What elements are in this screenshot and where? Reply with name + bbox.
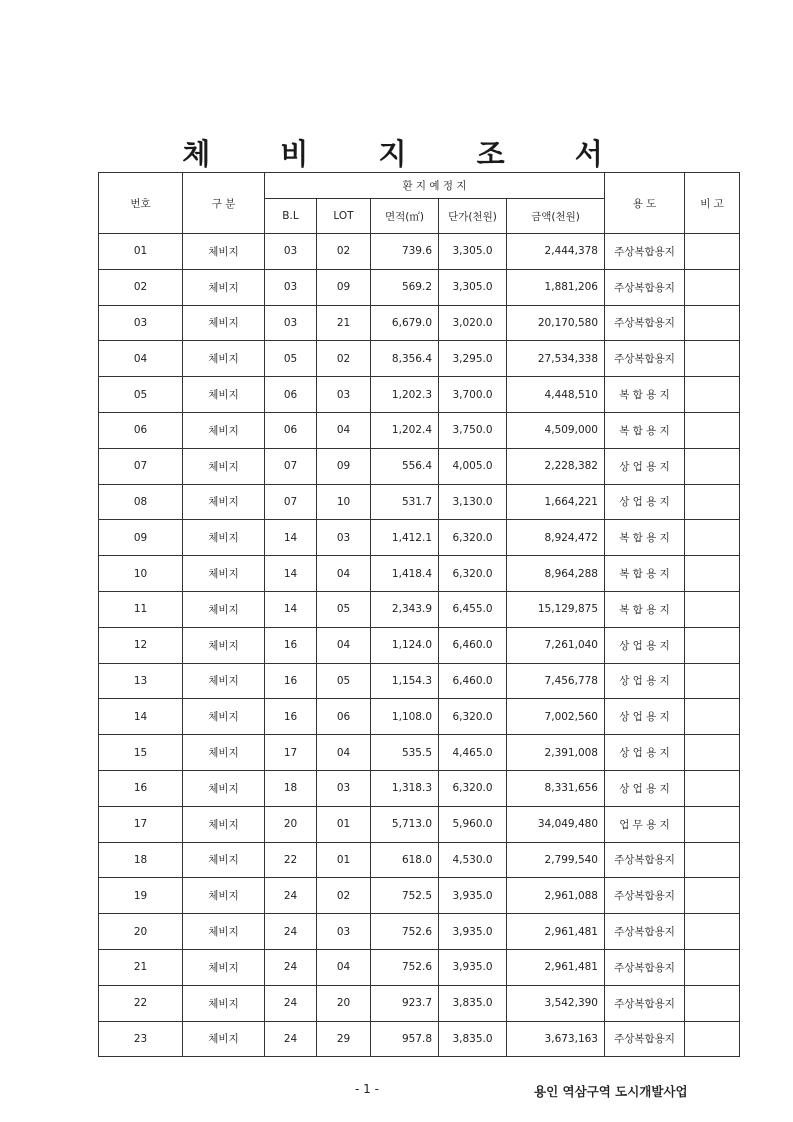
- cell-no: 17: [99, 806, 183, 842]
- cell-amount: 3,542,390: [507, 985, 605, 1021]
- table-row: [99, 770, 740, 806]
- cell-bl: 14: [265, 556, 317, 592]
- cell-amount: 7,002,560: [507, 699, 605, 735]
- cell-unit-price: 4,530.0: [439, 842, 507, 878]
- cell-remark: [685, 699, 740, 735]
- table-row: [99, 699, 740, 735]
- cell-lot: 01: [317, 806, 371, 842]
- cell-no: 13: [99, 663, 183, 699]
- cell-unit-price: 3,835.0: [439, 1021, 507, 1057]
- cell-no: 04: [99, 341, 183, 377]
- col-header-lot: LOT: [317, 199, 371, 234]
- cell-category: 체비지: [183, 806, 265, 842]
- cell-bl: 24: [265, 949, 317, 985]
- cell-amount: 2,961,088: [507, 878, 605, 914]
- cell-amount: 2,228,382: [507, 448, 605, 484]
- table-row: [99, 448, 740, 484]
- cell-amount: 7,261,040: [507, 627, 605, 663]
- cell-no: 09: [99, 520, 183, 556]
- cell-bl: 18: [265, 770, 317, 806]
- cell-bl: 16: [265, 699, 317, 735]
- cell-category: 체비지: [183, 269, 265, 305]
- cell-amount: 8,331,656: [507, 770, 605, 806]
- cell-category: 체비지: [183, 949, 265, 985]
- cell-remark: [685, 412, 740, 448]
- cell-unit-price: 3,295.0: [439, 341, 507, 377]
- cell-use: 주상복합용지: [605, 949, 685, 985]
- cell-use: 상 업 용 지: [605, 627, 685, 663]
- cell-bl: 03: [265, 234, 317, 270]
- cell-category: 체비지: [183, 448, 265, 484]
- cell-amount: 15,129,875: [507, 591, 605, 627]
- cell-area: 535.5: [371, 735, 439, 771]
- cell-lot: 05: [317, 591, 371, 627]
- cell-area: 1,418.4: [371, 556, 439, 592]
- cell-unit-price: 6,455.0: [439, 591, 507, 627]
- cell-use: 복 합 용 지: [605, 591, 685, 627]
- cell-remark: [685, 842, 740, 878]
- table-row: [99, 735, 740, 771]
- cell-use: 주상복합용지: [605, 341, 685, 377]
- cell-area: 752.6: [371, 914, 439, 950]
- cell-remark: [685, 484, 740, 520]
- cell-no: 08: [99, 484, 183, 520]
- cell-remark: [685, 377, 740, 413]
- cell-category: 체비지: [183, 699, 265, 735]
- col-header-planned: 환 지 예 정 지: [265, 173, 605, 199]
- cell-no: 22: [99, 985, 183, 1021]
- table-row: [99, 985, 740, 1021]
- cell-use: 상 업 용 지: [605, 484, 685, 520]
- cell-area: 923.7: [371, 985, 439, 1021]
- cell-no: 03: [99, 305, 183, 341]
- cell-area: 752.5: [371, 878, 439, 914]
- cell-no: 06: [99, 412, 183, 448]
- cell-remark: [685, 627, 740, 663]
- cell-lot: 09: [317, 448, 371, 484]
- footer-organization: 용인 역삼구역 도시개발사업: [534, 1084, 688, 1099]
- cell-remark: [685, 914, 740, 950]
- cell-no: 14: [99, 699, 183, 735]
- cell-area: 1,108.0: [371, 699, 439, 735]
- table-row: [99, 842, 740, 878]
- cell-lot: 02: [317, 234, 371, 270]
- col-header-category: 구 분: [183, 173, 265, 234]
- cell-bl: 17: [265, 735, 317, 771]
- cell-area: 5,713.0: [371, 806, 439, 842]
- cell-remark: [685, 341, 740, 377]
- table-row: [99, 591, 740, 627]
- cell-amount: 8,924,472: [507, 520, 605, 556]
- cell-amount: 20,170,580: [507, 305, 605, 341]
- cell-no: 05: [99, 377, 183, 413]
- cell-no: 12: [99, 627, 183, 663]
- cell-bl: 03: [265, 305, 317, 341]
- cell-area: 1,154.3: [371, 663, 439, 699]
- cell-no: 20: [99, 914, 183, 950]
- cell-category: 체비지: [183, 914, 265, 950]
- cell-use: 복 합 용 지: [605, 520, 685, 556]
- col-header-use: 용 도: [605, 173, 685, 234]
- cell-category: 체비지: [183, 305, 265, 341]
- cell-use: 복 합 용 지: [605, 556, 685, 592]
- cell-use: 주상복합용지: [605, 878, 685, 914]
- table-row: [99, 914, 740, 950]
- cell-category: 체비지: [183, 520, 265, 556]
- table-row: [99, 377, 740, 413]
- cell-no: 10: [99, 556, 183, 592]
- cell-lot: 03: [317, 377, 371, 413]
- table-row: [99, 1021, 740, 1057]
- table-row: [99, 949, 740, 985]
- table-row: [99, 806, 740, 842]
- cell-remark: [685, 448, 740, 484]
- table-row: [99, 627, 740, 663]
- cell-amount: 3,673,163: [507, 1021, 605, 1057]
- table-row: [99, 234, 740, 270]
- col-header-remarks: 비 고: [685, 173, 740, 234]
- cell-lot: 29: [317, 1021, 371, 1057]
- cell-lot: 03: [317, 770, 371, 806]
- cell-lot: 03: [317, 520, 371, 556]
- cell-category: 체비지: [183, 234, 265, 270]
- cell-use: 상 업 용 지: [605, 770, 685, 806]
- cell-lot: 04: [317, 949, 371, 985]
- cell-use: 복 합 용 지: [605, 377, 685, 413]
- cell-amount: 27,534,338: [507, 341, 605, 377]
- table-row: [99, 341, 740, 377]
- cell-remark: [685, 520, 740, 556]
- cell-area: 531.7: [371, 484, 439, 520]
- cell-unit-price: 5,960.0: [439, 806, 507, 842]
- cell-unit-price: 3,700.0: [439, 377, 507, 413]
- cell-bl: 24: [265, 1021, 317, 1057]
- cell-category: 체비지: [183, 1021, 265, 1057]
- cell-bl: 05: [265, 341, 317, 377]
- cell-area: 6,679.0: [371, 305, 439, 341]
- cell-unit-price: 3,935.0: [439, 914, 507, 950]
- cell-use: 상 업 용 지: [605, 663, 685, 699]
- cell-bl: 16: [265, 663, 317, 699]
- land-survey-table: [98, 172, 740, 1057]
- cell-amount: 7,456,778: [507, 663, 605, 699]
- cell-no: 02: [99, 269, 183, 305]
- cell-unit-price: 3,935.0: [439, 878, 507, 914]
- cell-category: 체비지: [183, 770, 265, 806]
- cell-unit-price: 3,935.0: [439, 949, 507, 985]
- cell-no: 07: [99, 448, 183, 484]
- cell-area: 752.6: [371, 949, 439, 985]
- cell-no: 23: [99, 1021, 183, 1057]
- cell-use: 주상복합용지: [605, 269, 685, 305]
- cell-unit-price: 3,305.0: [439, 234, 507, 270]
- cell-unit-price: 6,320.0: [439, 556, 507, 592]
- cell-area: 739.6: [371, 234, 439, 270]
- cell-bl: 03: [265, 269, 317, 305]
- cell-bl: 07: [265, 484, 317, 520]
- cell-lot: 04: [317, 556, 371, 592]
- table-row: [99, 305, 740, 341]
- cell-use: 주상복합용지: [605, 914, 685, 950]
- cell-unit-price: 6,320.0: [439, 770, 507, 806]
- cell-area: 1,412.1: [371, 520, 439, 556]
- cell-remark: [685, 556, 740, 592]
- cell-bl: 20: [265, 806, 317, 842]
- cell-unit-price: 3,130.0: [439, 484, 507, 520]
- cell-amount: 2,961,481: [507, 914, 605, 950]
- cell-lot: 05: [317, 663, 371, 699]
- cell-category: 체비지: [183, 377, 265, 413]
- cell-area: 1,318.3: [371, 770, 439, 806]
- cell-category: 체비지: [183, 412, 265, 448]
- cell-amount: 1,664,221: [507, 484, 605, 520]
- col-header-unit-price: 단가(천원): [439, 199, 507, 234]
- cell-amount: 8,964,288: [507, 556, 605, 592]
- cell-lot: 04: [317, 412, 371, 448]
- cell-use: 업 무 용 지: [605, 806, 685, 842]
- cell-lot: 03: [317, 914, 371, 950]
- cell-lot: 20: [317, 985, 371, 1021]
- table-row: [99, 269, 740, 305]
- cell-use: 상 업 용 지: [605, 448, 685, 484]
- cell-category: 체비지: [183, 985, 265, 1021]
- cell-bl: 24: [265, 878, 317, 914]
- cell-lot: 09: [317, 269, 371, 305]
- cell-lot: 06: [317, 699, 371, 735]
- table-row: [99, 484, 740, 520]
- cell-lot: 04: [317, 627, 371, 663]
- cell-area: 1,124.0: [371, 627, 439, 663]
- cell-area: 1,202.4: [371, 412, 439, 448]
- cell-no: 11: [99, 591, 183, 627]
- cell-no: 18: [99, 842, 183, 878]
- cell-amount: 2,391,008: [507, 735, 605, 771]
- cell-unit-price: 3,835.0: [439, 985, 507, 1021]
- cell-category: 체비지: [183, 556, 265, 592]
- cell-amount: 34,049,480: [507, 806, 605, 842]
- cell-area: 618.0: [371, 842, 439, 878]
- col-header-bl: B.L: [265, 199, 317, 234]
- cell-amount: 2,799,540: [507, 842, 605, 878]
- cell-category: 체비지: [183, 735, 265, 771]
- cell-area: 2,343.9: [371, 591, 439, 627]
- cell-remark: [685, 269, 740, 305]
- cell-amount: 2,444,378: [507, 234, 605, 270]
- cell-remark: [685, 806, 740, 842]
- cell-no: 21: [99, 949, 183, 985]
- cell-bl: 22: [265, 842, 317, 878]
- cell-unit-price: 6,320.0: [439, 520, 507, 556]
- col-header-amount: 금액(천원): [507, 199, 605, 234]
- col-header-area: 면적(㎡): [371, 199, 439, 234]
- cell-remark: [685, 985, 740, 1021]
- cell-no: 19: [99, 878, 183, 914]
- cell-use: 주상복합용지: [605, 305, 685, 341]
- cell-amount: 4,509,000: [507, 412, 605, 448]
- cell-category: 체비지: [183, 341, 265, 377]
- cell-use: 상 업 용 지: [605, 735, 685, 771]
- cell-remark: [685, 1021, 740, 1057]
- header-row-1: [99, 173, 740, 199]
- cell-amount: 4,448,510: [507, 377, 605, 413]
- table-row: [99, 878, 740, 914]
- cell-use: 주상복합용지: [605, 985, 685, 1021]
- table-row: [99, 520, 740, 556]
- cell-remark: [685, 591, 740, 627]
- cell-area: 569.2: [371, 269, 439, 305]
- cell-use: 주상복합용지: [605, 234, 685, 270]
- cell-category: 체비지: [183, 663, 265, 699]
- cell-lot: 10: [317, 484, 371, 520]
- cell-lot: 02: [317, 341, 371, 377]
- cell-bl: 06: [265, 377, 317, 413]
- cell-category: 체비지: [183, 878, 265, 914]
- page-number: - 1 -: [355, 1082, 379, 1096]
- cell-bl: 16: [265, 627, 317, 663]
- cell-remark: [685, 949, 740, 985]
- cell-remark: [685, 770, 740, 806]
- cell-unit-price: 3,750.0: [439, 412, 507, 448]
- cell-no: 16: [99, 770, 183, 806]
- cell-bl: 24: [265, 985, 317, 1021]
- cell-amount: 2,961,481: [507, 949, 605, 985]
- cell-unit-price: 6,460.0: [439, 663, 507, 699]
- cell-amount: 1,881,206: [507, 269, 605, 305]
- cell-category: 체비지: [183, 842, 265, 878]
- page-title: 체 비 지 조 서: [182, 137, 633, 171]
- cell-use: 상 업 용 지: [605, 699, 685, 735]
- cell-lot: 02: [317, 878, 371, 914]
- cell-bl: 24: [265, 914, 317, 950]
- cell-use: 주상복합용지: [605, 842, 685, 878]
- cell-bl: 07: [265, 448, 317, 484]
- table-row: [99, 556, 740, 592]
- cell-remark: [685, 663, 740, 699]
- cell-use: 복 합 용 지: [605, 412, 685, 448]
- cell-no: 15: [99, 735, 183, 771]
- cell-area: 957.8: [371, 1021, 439, 1057]
- cell-area: 1,202.3: [371, 377, 439, 413]
- cell-bl: 14: [265, 520, 317, 556]
- cell-remark: [685, 735, 740, 771]
- cell-lot: 21: [317, 305, 371, 341]
- cell-area: 8,356.4: [371, 341, 439, 377]
- cell-remark: [685, 878, 740, 914]
- cell-bl: 06: [265, 412, 317, 448]
- table-row: [99, 663, 740, 699]
- cell-category: 체비지: [183, 484, 265, 520]
- cell-no: 01: [99, 234, 183, 270]
- cell-unit-price: 4,005.0: [439, 448, 507, 484]
- cell-unit-price: 4,465.0: [439, 735, 507, 771]
- cell-bl: 14: [265, 591, 317, 627]
- cell-unit-price: 3,020.0: [439, 305, 507, 341]
- cell-category: 체비지: [183, 627, 265, 663]
- cell-remark: [685, 234, 740, 270]
- cell-area: 556.4: [371, 448, 439, 484]
- cell-category: 체비지: [183, 591, 265, 627]
- cell-lot: 04: [317, 735, 371, 771]
- table-row: [99, 412, 740, 448]
- cell-remark: [685, 305, 740, 341]
- cell-unit-price: 6,320.0: [439, 699, 507, 735]
- cell-unit-price: 3,305.0: [439, 269, 507, 305]
- cell-unit-price: 6,460.0: [439, 627, 507, 663]
- cell-use: 주상복합용지: [605, 1021, 685, 1057]
- cell-lot: 01: [317, 842, 371, 878]
- col-header-no: 번호: [99, 173, 183, 234]
